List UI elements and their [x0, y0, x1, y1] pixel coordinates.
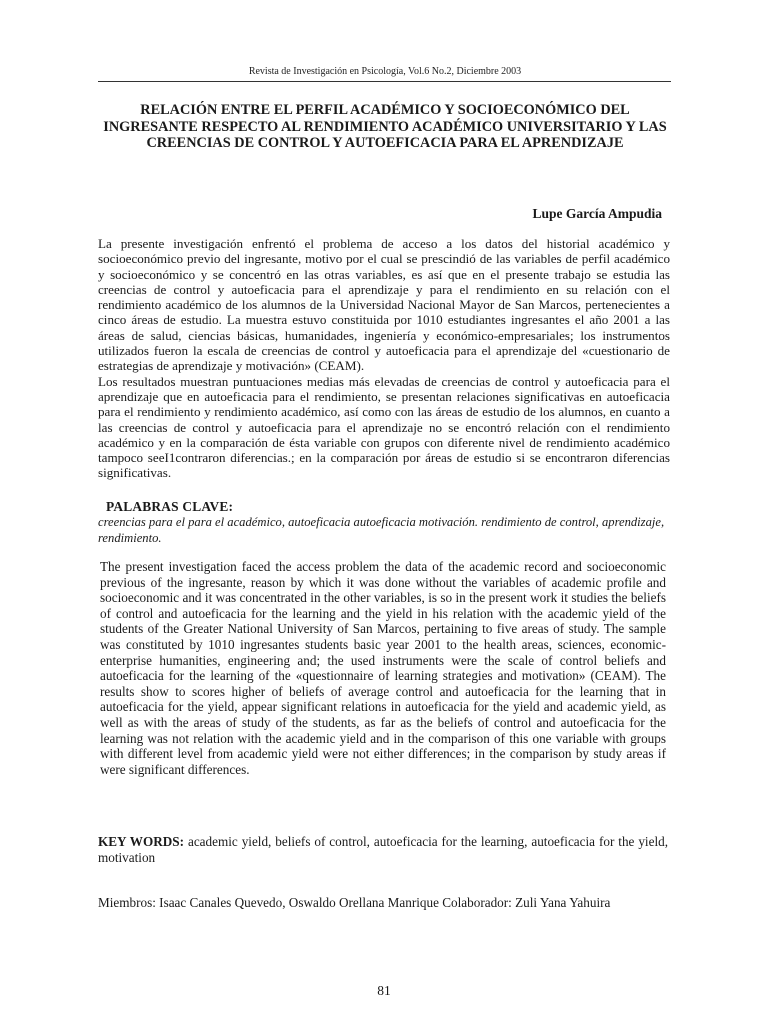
members-line: Miembros: Isaac Canales Quevedo, Oswaldo Orellana Manrique Colaborador: Zuli Yana Yahuira	[98, 895, 611, 910]
header-divider	[98, 81, 671, 82]
abstract-english: The present investigation faced the access problem the data of the academic record and socioeconomic previous of the ingresante, reason by which it was done without the variables of academic profile and socioeconomic and it was concentrated in the other variables, is so in the present work it studies the beliefs of control and autoeficacia for the learning and the yield in his relation with the academic yield of the students of the Greater National University of San Marcos, pertaining to five areas of study. The sample was constituted by 1010 ingresantes students basic year 2001 to the health areas, sciences, economic-enterprise humanities, engineering and; the used instruments were the scale of control beliefs and autoeficacia for the learning of the «questionnaire of learning strategies and motivation» (CEAM). The results show to scores higher of beliefs of average control and autoeficacia for the learning that in autoeficacia for the yield, appear significant relations in autoeficacia for the yield and academic yield, as well as with the areas of study of the students, as far as the beliefs of control and autoeficacia for the learning was not relation with the academic yield and in the comparison of this one variable with groups with different level from academic yield were not either differences; in the comparison by study areas if were significant differences.	[100, 559, 666, 777]
keywords-en	[98, 834, 668, 866]
author-name: Lupe García Ampudia	[532, 206, 662, 221]
abstract-es-paragraph-1: La presente investigación enfrentó el problema de acceso a los datos del historial académico y socioeconómico previo del ingresante, motivo por el cual se prescindió de las variables de perfil académico y socioeconómico y se concentró en las otras variables, es así que en el presente trabajo se estudia las creencias de control y autoeficacia para el aprendizaje y para el rendimiento en su relación con el rendimiento académico de los alumnos de la Universidad Nacional Mayor de San Marcos, pertenecientes a cinco áreas de estudio. La muestra estuvo constituida por 1010 estudiantes ingresantes el año 2001 a las áreas de salud, ciencias básicas, humanidades, ingeniería y económico-empresariales; los instrumentos utilizados fueron la escala de creencias de control y autoeficacia para el aprendizaje del «cuestionario de estrategias de aprendizaje y motivación» (CEAM).	[98, 236, 670, 374]
keywords-en-text: academic yield, beliefs of control, autoeficacia for the learning, autoeficacia for the yield, motivation	[98, 834, 669, 865]
page-number: 81	[377, 983, 391, 998]
abstract-spanish	[98, 236, 670, 481]
abstract-es-paragraph-2: Los resultados muestran puntuaciones medias más elevadas de creencias de control y autoeficacia para el aprendizaje que en autoeficacia para el rendimiento, se presentan relaciones significativas en autoeficacia para el rendimiento y rendimiento académico, así como con las áreas de estudio de los alumnos, en cuanto a las creencias de control y autoeficacia para el aprendizaje no se encontró relación con el rendimiento académico y en la comparación de ésta variable con grupos con diferente nivel de rendimiento académico tampoco seeI1contraron diferencias.; en la comparación por áreas de estudio si se encontraron diferencias significativas.	[98, 373, 670, 481]
keywords-en-label: KEY WORDS:	[98, 834, 185, 849]
keywords-es-text: creencias para el para el académico, autoeficacia autoeficacia motivación. rendimiento de control, aprendizaje, rendimiento.	[98, 515, 665, 545]
journal-header: Revista de Investigación en Psicología, Vol.6 No.2, Diciembre 2003	[248, 66, 522, 77]
paper-title: RELACIÓN ENTRE EL PERFIL ACADÉMICO Y SOCIOECONÓMICO DEL INGRESANTE RESPECTO AL RENDIMIENTO ACADÉMICO UNIVERSITARIO Y LAS CREENCIAS DE CONTROL Y AUTOEFICACIA PARA EL APRENDIZAJE	[103, 102, 667, 151]
keywords-es-label: PALABRAS CLAVE:	[106, 499, 234, 514]
